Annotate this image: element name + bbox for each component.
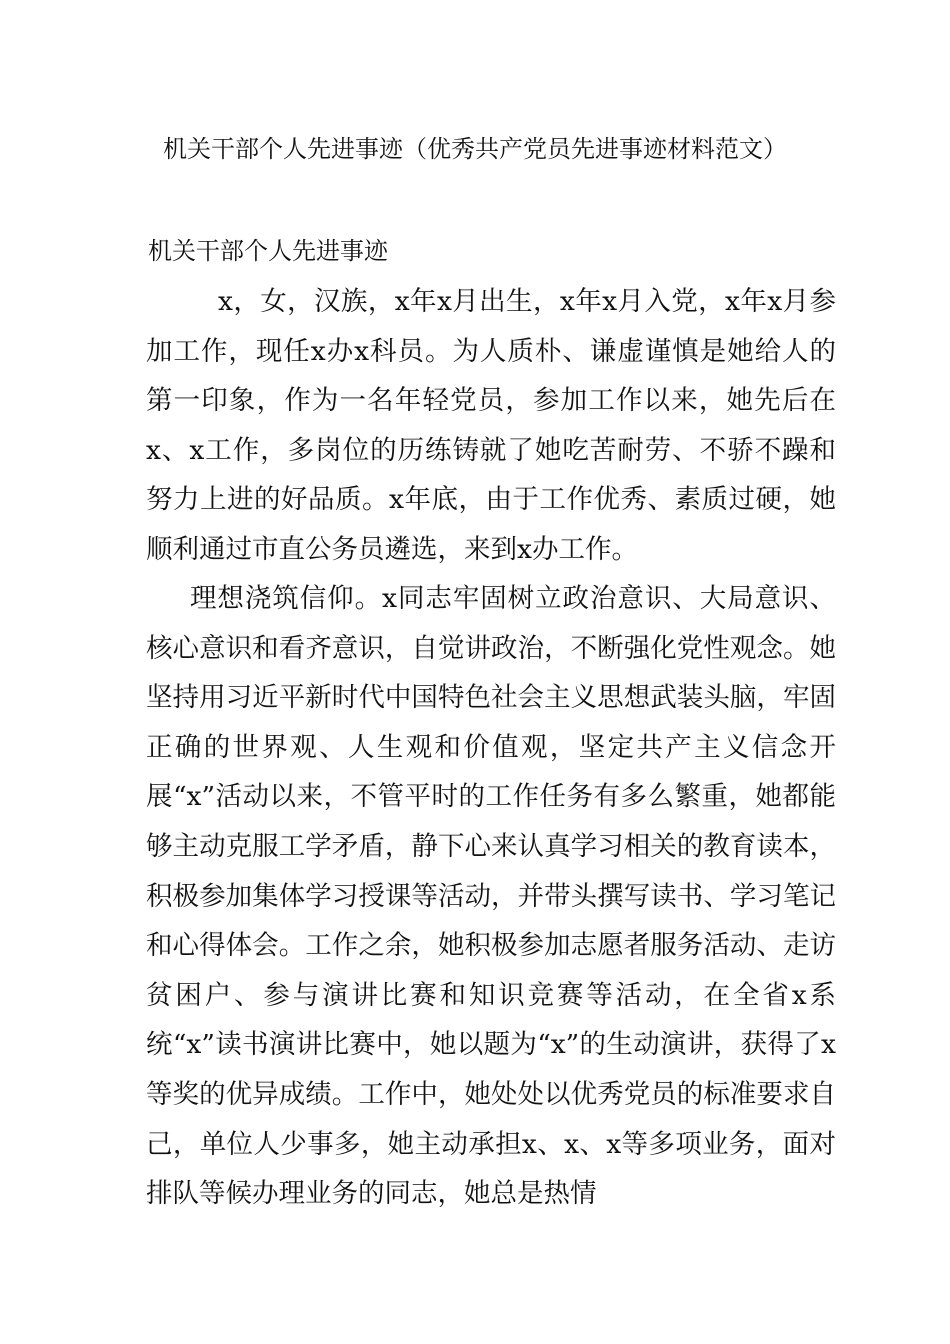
paragraph-intro: x，女，汉族，x年x月出生，x年x月入党，x年x月参加工作，现任x办x科员。为人质朴、谦虚谨慎是她给人的第一印象，作为一名年轻党员，参加工作以来，她先后在x、x工作，多岗位的历练铸就了她吃苦耐劳、不骄不躁和努力上进的好品质。x年底，由于工作优秀、素质过硬，她顺利通过市直公务员遴选，来到x办工作。 xyxy=(146,286,836,565)
document-subtitle: 机关干部个人先进事迹 xyxy=(148,237,388,265)
document-title: 机关干部个人先进事迹（优秀共产党员先进事迹材料范文） xyxy=(163,135,787,163)
paragraph-ideals: 理想浇筑信仰。x同志牢固树立政治意识、大局意识、核心意识和看齐意识，自觉讲政治，不断强化党性观念。她坚持用习近平新时代中国特色社会主义思想武装头脑，牢固正确的世界观、人生观和价值观，坚定共产主义信念开展“x”活动以来，不管平时的工作任务有多么繁重，她都能够主动克服工学矛盾，静下心来认真学习相关的教育读本，积极参加集体学习授课等活动，并带头撰写读书、学习笔记和心得体会。工作之余，她积极参加志愿者服务活动、走访贫困户、参与演讲比赛和知识竞赛等活动，在全省x系统“x”读书演讲比赛中，她以题为“x”的生动演讲，获得了x等奖的优异成绩。工作中，她处处以优秀党员的标准要求自己，单位人少事多，她主动承担x、x、x等多项业务，面对排队等候办理业务的同志，她总是热情 xyxy=(146,583,836,1210)
